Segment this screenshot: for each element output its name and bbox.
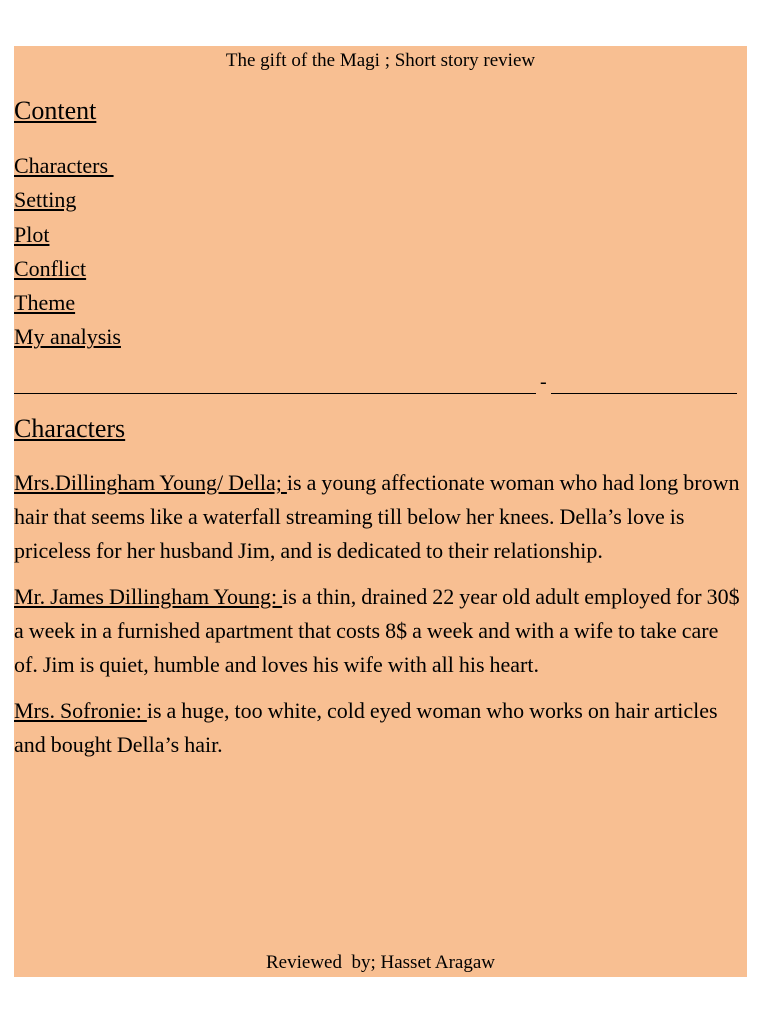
character-description: is a young affectionate woman who had long brown hair that seems like a waterfall streaming till below her knees. Della’s love is priceless for her husband Jim, and is dedicated to their relationship. [14, 470, 740, 563]
character-entry-jim [14, 580, 747, 682]
toc-link-theme[interactable]: Theme [14, 290, 76, 316]
separator-dash: - [540, 371, 547, 393]
character-description: is a thin, drained 22 year old adult employed for 30$ a week in a furnished apartment that costs 8$ a week and with a wife to take care of. Jim is quiet, humble and loves his wife with all his heart. [14, 584, 740, 677]
toc-link-my-analysis[interactable]: My analysis [14, 324, 121, 350]
toc-link-plot[interactable]: Plot [14, 221, 50, 247]
document-page [14, 46, 747, 977]
section-separator [14, 371, 747, 398]
character-name: Mrs.Dillingham Young/ Della; [14, 470, 287, 495]
table-of-contents [14, 149, 121, 355]
toc-link-characters[interactable]: Characters [14, 153, 114, 178]
characters-list [14, 466, 747, 762]
character-entry-della [14, 466, 747, 568]
toc-heading: Content [14, 96, 97, 125]
toc-link-setting[interactable]: Setting [14, 187, 77, 213]
separator-line-left [14, 393, 536, 394]
characters-heading: Characters [14, 414, 126, 443]
reviewer-credit: Reviewed by; Hasset Aragaw [266, 952, 495, 973]
character-name: Mr. James Dillingham Young: [14, 584, 283, 609]
character-name: Mrs. Sofronie: [14, 698, 147, 723]
character-entry-sofronie [14, 694, 747, 762]
toc-link-conflict[interactable]: Conflict [14, 255, 87, 281]
separator-line-right [551, 393, 737, 394]
document-title: The gift of the Magi ; Short story review [225, 50, 536, 71]
character-description: is a huge, too white, cold eyed woman who works on hair articles and bought Della’s hair. [14, 698, 718, 757]
